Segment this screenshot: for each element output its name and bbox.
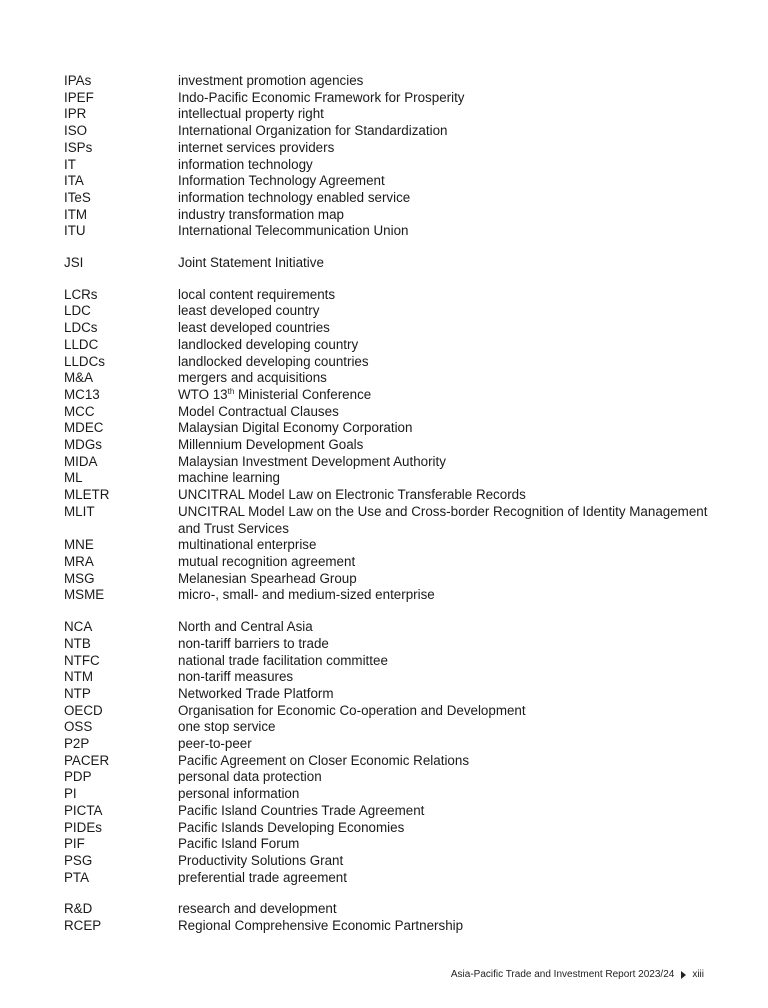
definition-superscript: th: [227, 386, 235, 396]
abbreviation-definition: internet services providers: [178, 139, 335, 155]
abbreviation-row: [64, 870, 724, 887]
abbreviation-row: [64, 918, 724, 935]
abbreviation-row: [64, 769, 724, 786]
abbreviation-group: [64, 287, 724, 604]
abbreviation-row: [64, 619, 724, 636]
abbreviation-term: PIF: [64, 836, 85, 852]
abbreviation-row: [64, 420, 724, 437]
abbreviation-row: [64, 337, 724, 354]
abbreviation-row: [64, 106, 724, 123]
abbreviation-definition: Joint Statement Initiative: [178, 255, 324, 271]
abbreviation-term: MSG: [64, 570, 95, 586]
abbreviation-term: ITM: [64, 206, 88, 222]
abbreviation-term: ITA: [64, 173, 84, 189]
abbreviation-row: [64, 140, 724, 157]
abbreviation-row: [64, 470, 724, 487]
abbreviation-row: [64, 370, 724, 387]
abbreviation-definition: local content requirements: [178, 286, 336, 302]
abbreviation-definition: Information Technology Agreement: [178, 173, 385, 189]
abbreviation-term: IPR: [64, 106, 87, 122]
abbreviation-definition: Millennium Development Goals: [178, 437, 364, 453]
abbreviation-list: [64, 73, 724, 950]
abbreviation-term: NCA: [64, 619, 93, 635]
abbreviation-row: [64, 537, 724, 554]
abbreviation-term: MCC: [64, 403, 95, 419]
abbreviation-definition: Indo-Pacific Economic Framework for Prosperity: [178, 89, 465, 105]
abbreviation-term: MLETR: [64, 487, 110, 503]
abbreviation-row: [64, 686, 724, 703]
abbreviation-row: [64, 437, 724, 454]
abbreviation-term: R&D: [64, 901, 93, 917]
abbreviation-definition: landlocked developing countries: [178, 353, 369, 369]
abbreviation-row: [64, 853, 724, 870]
abbreviation-term: OECD: [64, 702, 103, 718]
abbreviation-row: [64, 207, 724, 224]
abbreviation-term: LCRs: [64, 286, 98, 302]
abbreviation-row: [64, 820, 724, 837]
abbreviation-row: [64, 387, 724, 404]
abbreviation-group: [64, 901, 724, 934]
abbreviation-term: NTB: [64, 635, 91, 651]
abbreviation-term: ITeS: [64, 189, 91, 205]
abbreviation-term: MNE: [64, 537, 94, 553]
abbreviation-term: PACER: [64, 752, 110, 768]
abbreviation-definition: information technology enabled service: [178, 189, 411, 205]
abbreviation-term: ML: [64, 470, 83, 486]
abbreviation-definition: preferential trade agreement: [178, 869, 347, 885]
abbreviation-definition: one stop service: [178, 719, 276, 735]
abbreviation-row: [64, 255, 724, 272]
abbreviation-term: ISO: [64, 123, 88, 139]
abbreviation-definition: Pacific Island Countries Trade Agreement: [178, 802, 425, 818]
abbreviation-definition: UNCITRAL Model Law on Electronic Transferable Records: [178, 487, 526, 503]
abbreviation-term: IPEF: [64, 89, 94, 105]
abbreviation-definition: least developed country: [178, 303, 320, 319]
abbreviation-term: ISPs: [64, 139, 93, 155]
abbreviation-row: [64, 901, 724, 918]
abbreviation-definition: Model Contractual Clauses: [178, 403, 339, 419]
abbreviation-term: PICTA: [64, 802, 103, 818]
abbreviation-definition: personal data protection: [178, 769, 322, 785]
abbreviation-definition: UNCITRAL Model Law on the Use and Cross-border Recognition of Identity Management and Trust Services: [178, 503, 708, 536]
abbreviation-definition: International Telecommunication Union: [178, 223, 409, 239]
abbreviation-term: PTA: [64, 869, 90, 885]
abbreviation-row: [64, 836, 724, 853]
abbreviation-row: [64, 223, 724, 240]
abbreviation-definition: national trade facilitation committee: [178, 652, 388, 668]
abbreviation-row: [64, 454, 724, 471]
abbreviation-group: [64, 255, 724, 272]
abbreviation-row: [64, 554, 724, 571]
abbreviation-row: [64, 157, 724, 174]
abbreviation-definition: Melanesian Spearhead Group: [178, 570, 357, 586]
abbreviation-row: [64, 736, 724, 753]
abbreviation-definition: Pacific Agreement on Closer Economic Relations: [178, 752, 470, 768]
abbreviation-term: PI: [64, 786, 77, 802]
triangle-separator-icon: [681, 971, 686, 979]
page-number: xiii: [692, 969, 704, 980]
abbreviation-term: P2P: [64, 736, 90, 752]
abbreviation-row: [64, 354, 724, 371]
abbreviation-term: OSS: [64, 719, 93, 735]
abbreviation-definition: least developed countries: [178, 320, 330, 336]
abbreviation-definition: peer-to-peer: [178, 736, 252, 752]
abbreviation-definition: information technology: [178, 156, 313, 172]
abbreviation-row: [64, 703, 724, 720]
abbreviation-term: LLDCs: [64, 353, 105, 369]
abbreviation-definition: mutual recognition agreement: [178, 553, 356, 569]
abbreviation-row: [64, 287, 724, 304]
abbreviation-definition: multinational enterprise: [178, 537, 317, 553]
abbreviation-definition: Productivity Solutions Grant: [178, 852, 344, 868]
abbreviation-definition: non-tariff measures: [178, 669, 294, 685]
abbreviation-row: [64, 190, 724, 207]
abbreviation-term: LLDC: [64, 336, 99, 352]
abbreviation-row: [64, 587, 724, 604]
abbreviation-definition: International Organization for Standardization: [178, 123, 448, 139]
abbreviation-row: [64, 571, 724, 588]
abbreviation-term: LDC: [64, 303, 91, 319]
definition-text: WTO 13: [178, 386, 228, 402]
definition-text: Ministerial Conference: [234, 386, 372, 402]
abbreviation-term: MDEC: [64, 420, 104, 436]
abbreviation-term: PDP: [64, 769, 92, 785]
abbreviation-row: [64, 719, 724, 736]
abbreviation-term: MDGs: [64, 437, 102, 453]
abbreviation-row: [64, 90, 724, 107]
abbreviation-term: PSG: [64, 852, 93, 868]
abbreviation-row: [64, 504, 724, 537]
abbreviation-definition: non-tariff barriers to trade: [178, 635, 329, 651]
abbreviation-row: [64, 753, 724, 770]
abbreviation-term: M&A: [64, 370, 94, 386]
abbreviation-term: NTP: [64, 685, 91, 701]
abbreviation-term: RCEP: [64, 918, 102, 934]
abbreviation-definition: Malaysian Digital Economy Corporation: [178, 420, 413, 436]
abbreviation-definition: industry transformation map: [178, 206, 344, 222]
abbreviation-definition: Pacific Island Forum: [178, 836, 300, 852]
abbreviation-definition: research and development: [178, 901, 337, 917]
abbreviation-definition: [178, 387, 724, 404]
abbreviation-term: LDCs: [64, 320, 98, 336]
page-footer: [451, 969, 704, 980]
abbreviation-term: MLIT: [64, 503, 95, 519]
abbreviation-group: [64, 73, 724, 240]
abbreviation-term: MRA: [64, 553, 94, 569]
abbreviation-term: PIDEs: [64, 819, 102, 835]
report-title: Asia-Pacific Trade and Investment Report 2023/24: [450, 969, 675, 980]
abbreviation-definition: micro-, small- and medium-sized enterprise: [178, 587, 435, 603]
abbreviation-row: [64, 487, 724, 504]
abbreviation-definition: Organisation for Economic Co-operation and Development: [178, 702, 526, 718]
abbreviation-row: [64, 669, 724, 686]
abbreviation-definition: intellectual property right: [178, 106, 324, 122]
abbreviation-term: JSI: [64, 255, 84, 271]
abbreviation-term: NTM: [64, 669, 94, 685]
abbreviation-row: [64, 803, 724, 820]
abbreviation-definition: machine learning: [178, 470, 280, 486]
abbreviation-row: [64, 73, 724, 90]
abbreviation-row: [64, 786, 724, 803]
abbreviation-group: [64, 619, 724, 886]
abbreviation-term: MSME: [64, 587, 105, 603]
abbreviation-term: NTFC: [64, 652, 100, 668]
abbreviation-definition: landlocked developing country: [178, 336, 359, 352]
abbreviation-definition: investment promotion agencies: [178, 73, 364, 88]
abbreviation-term: ITU: [64, 223, 86, 239]
abbreviation-row: [64, 404, 724, 421]
abbreviation-term: MIDA: [64, 453, 98, 469]
abbreviation-row: [64, 123, 724, 140]
abbreviation-definition: Pacific Islands Developing Economies: [178, 819, 405, 835]
abbreviation-row: [64, 636, 724, 653]
abbreviation-definition: North and Central Asia: [178, 619, 313, 635]
abbreviation-definition: mergers and acquisitions: [178, 370, 327, 386]
abbreviation-row: [64, 320, 724, 337]
abbreviation-term: MC13: [64, 386, 100, 402]
abbreviation-term: IPAs: [64, 73, 92, 88]
abbreviation-row: [64, 303, 724, 320]
abbreviation-row: [64, 653, 724, 670]
abbreviation-definition: Networked Trade Platform: [178, 685, 334, 701]
abbreviation-term: IT: [64, 156, 76, 172]
abbreviation-definition: Regional Comprehensive Economic Partnership: [178, 918, 464, 934]
abbreviation-definition: Malaysian Investment Development Authority: [178, 453, 446, 469]
abbreviation-definition: personal information: [178, 786, 300, 802]
abbreviation-row: [64, 173, 724, 190]
